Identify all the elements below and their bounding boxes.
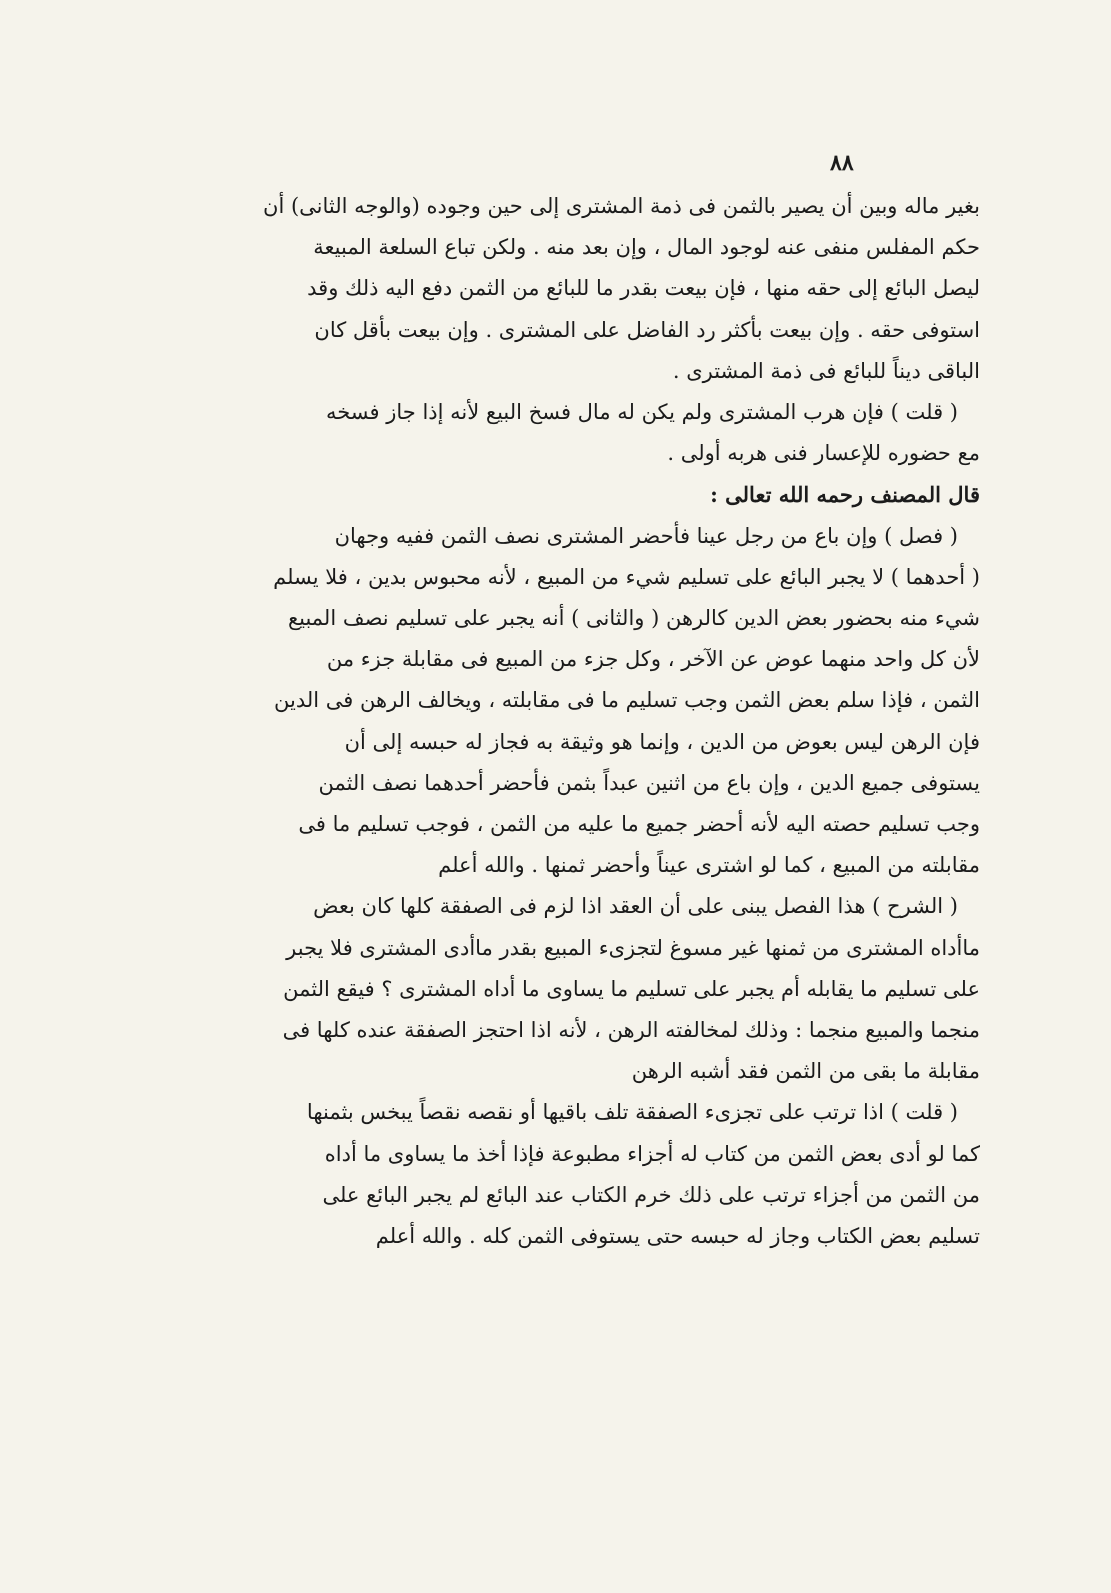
text-line: فإن الرهن ليس بعوض من الدين ، وإنما هو وثيقة به فجاز له حبسه إلى أن xyxy=(344,729,980,754)
text-line: يستوفى جميع الدين ، وإن باع من اثنين عبداً بثمن فأحضر أحدهما نصف الثمن xyxy=(318,770,980,795)
text-line: وجب تسليم حصته اليه لأنه أحضر جميع ما عليه من الثمن ، فوجب تسليم ما فى xyxy=(298,812,980,837)
text-line: مقابلة ما بقى من الثمن فقد أشبه الرهن xyxy=(631,1059,980,1084)
text-line: ( قلت ) فإن هرب المشترى ولم يكن له مال فسخ البيع لأنه إذا جاز فسخه xyxy=(325,400,958,425)
page-number: ٨٨ xyxy=(830,150,854,176)
text-line: كما لو أدى بعض الثمن من كتاب له أجزاء مطبوعة فإذا أخذ ما يساوى ما أداه xyxy=(324,1141,980,1166)
body-text xyxy=(200,186,980,1257)
text-line: مقابلته من المبيع ، كما لو اشترى عيناً وأحضر ثمنها . والله أعلم xyxy=(438,853,980,878)
text-line: على تسليم ما يقابله أم يجبر على تسليم ما يساوى ما أداه المشترى ؟ فيقع الثمن xyxy=(283,976,980,1001)
text-line: حكم المفلس منفى عنه لوجود المال ، وإن بعد منه . ولكن تباع السلعة المبيعة xyxy=(313,235,980,260)
text-line: ( أحدهما ) لا يجبر البائع على تسليم شيء من المبيع ، لأنه محبوس بدين ، فلا يسلم xyxy=(273,564,980,589)
text-line: استوفى حقه . وإن بيعت بأكثر رد الفاضل على المشترى . وإن بيعت بأقل كان xyxy=(314,317,980,342)
text-line: الباقى ديناً للبائع فى ذمة المشترى . xyxy=(672,358,980,383)
text-line: ( قلت ) اذا ترتب على تجزىء الصفقة تلف باقيها أو نقصه نقصاً يبخس بثمنها xyxy=(306,1100,958,1125)
text-line: تسليم بعض الكتاب وجاز له حبسه حتى يستوفى الثمن كله . والله أعلم xyxy=(375,1224,980,1249)
text-line: الثمن ، فإذا سلم بعض الثمن وجب تسليم ما فى مقابلته ، ويخالف الرهن فى الدين xyxy=(274,688,980,713)
text-line: منجما والمبيع منجما : وذلك لمخالفته الرهن ، لأنه اذا احتجز الصفقة عنده كلها فى xyxy=(282,1018,980,1043)
text-line: من الثمن من أجزاء ترتب على ذلك خرم الكتاب عند البائع لم يجبر البائع على xyxy=(322,1182,980,1207)
text-line: لأن كل واحد منهما عوض عن الآخر ، وكل جزء من المبيع فى مقابلة جزء من xyxy=(326,647,980,672)
text-line: شيء منه بحضور بعض الدين كالرهن ( والثانى ) أنه يجبر على تسليم نصف المبيع xyxy=(287,606,980,631)
text-line: مع حضوره للإعسار فنى هربه أولى . xyxy=(667,441,980,466)
text-line: بغير ماله وبين أن يصير بالثمن فى ذمة المشترى إلى حين وجوده (والوجه الثانى) أن xyxy=(263,194,980,218)
section-heading: قال المصنف رحمه الله تعالى : xyxy=(710,482,980,508)
text-line: ماأداه المشترى من ثمنها غير مسوغ لتجزىء المبيع بقدر ماأدى المشترى فلا يجبر xyxy=(286,935,980,960)
text-line: ليصل البائع إلى حقه منها ، فإن بيعت بقدر ما للبائع من الثمن دفع اليه ذلك وقد xyxy=(307,276,980,301)
text-line: ( الشرح ) هذا الفصل يبنى على أن العقد اذا لزم فى الصفقة كلها كان بعض xyxy=(313,894,958,919)
text-line: ( فصل ) وإن باع من رجل عينا فأحضر المشترى نصف الثمن ففيه وجهان xyxy=(334,523,958,548)
